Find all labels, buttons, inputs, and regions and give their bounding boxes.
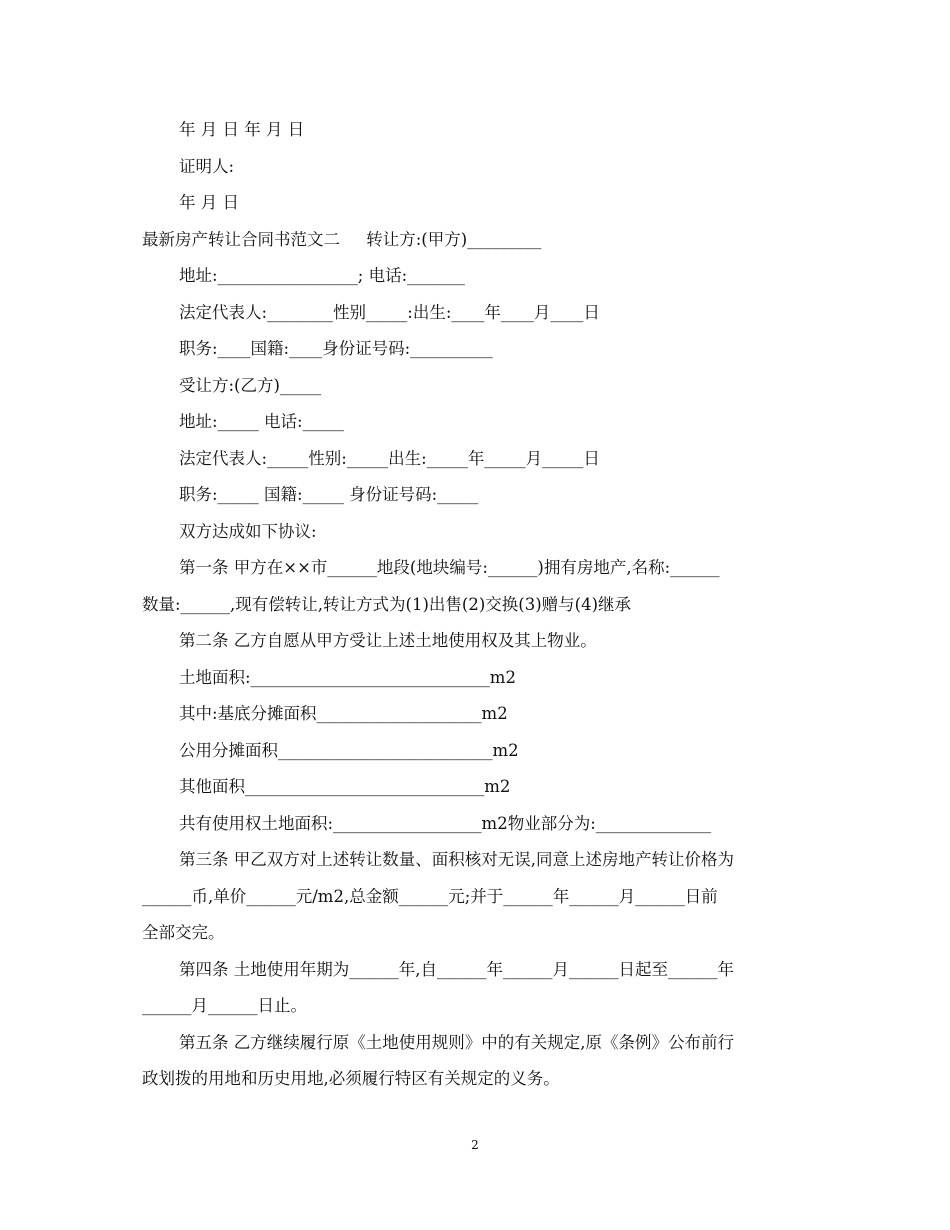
date-line-2: 年 月 日 <box>179 193 239 212</box>
article-3-line-2: ______币,单价______元/m2,总金额______元;并于______年______月______日前 <box>142 887 718 906</box>
article-4-line-1: 第四条 土地使用年期为______年,自______年______月______日起至______年 <box>179 960 734 979</box>
article-3-line-3: 全部交完。 <box>142 923 225 942</box>
public-share-area-line: 公用分摊面积__________________________m2 <box>179 741 519 760</box>
article-3-line-1: 第三条 甲乙双方对上述转让数量、面积核对无误,同意上述房地产转让价格为 <box>179 850 734 869</box>
article-5-line-1: 第五条 乙方继续履行原《土地使用规则》中的有关规定,原《条例》公布前行 <box>179 1033 734 1052</box>
article-2: 第二条 乙方自愿从甲方受让上述土地使用权及其上物业。 <box>179 631 597 650</box>
transferee-line: 受让方:(乙方)_____ <box>179 376 322 395</box>
article-5-line-2: 政划拨的用地和历史用地,必须履行特区有关规定的义务。 <box>142 1069 560 1088</box>
base-share-area-line: 其中:基底分摊面积____________________m2 <box>179 704 508 723</box>
article-4-line-2: ______月______日止。 <box>142 996 307 1015</box>
article-1-line-2: 数量:______,现有偿转让,转让方式为(1)出售(2)交换(3)赠与(4)继承 <box>142 595 632 614</box>
date-line-1: 年 月 日 年 月 日 <box>179 120 305 139</box>
witness-label: 证明人: <box>179 157 235 176</box>
land-area-line: 土地面积:_____________________________m2 <box>179 668 516 687</box>
other-area-line: 其他面积_____________________________m2 <box>179 777 511 796</box>
article-1-line-1: 第一条 甲方在××市______地段(地块编号:______)拥有房地产,名称:______ <box>179 558 720 577</box>
transferee-address-line: 地址:_____ 电话:_____ <box>179 412 344 431</box>
shared-land-area-line: 共有使用权土地面积:__________________m2物业部分为:______________ <box>179 814 712 833</box>
contract-title-line: 最新房产转让合同书范文二 转让方:(甲方)_________ <box>142 230 542 249</box>
transferee-position-line: 职务:_____ 国籍:_____ 身份证号码:_____ <box>179 485 479 504</box>
transferee-representative-line: 法定代表人:_____性别:_____出生:_____年_____月_____日 <box>179 449 600 468</box>
transferor-position-line: 职务:____国籍:____身份证号码:__________ <box>179 339 493 358</box>
transferor-address-line: 地址:_________________; 电话:_______ <box>179 266 465 285</box>
transferor-representative-line: 法定代表人:________性别_____:出生:____年____月____日 <box>179 303 600 322</box>
agreement-intro: 双方达成如下协议: <box>179 522 317 541</box>
page-number: 2 <box>471 1138 479 1152</box>
